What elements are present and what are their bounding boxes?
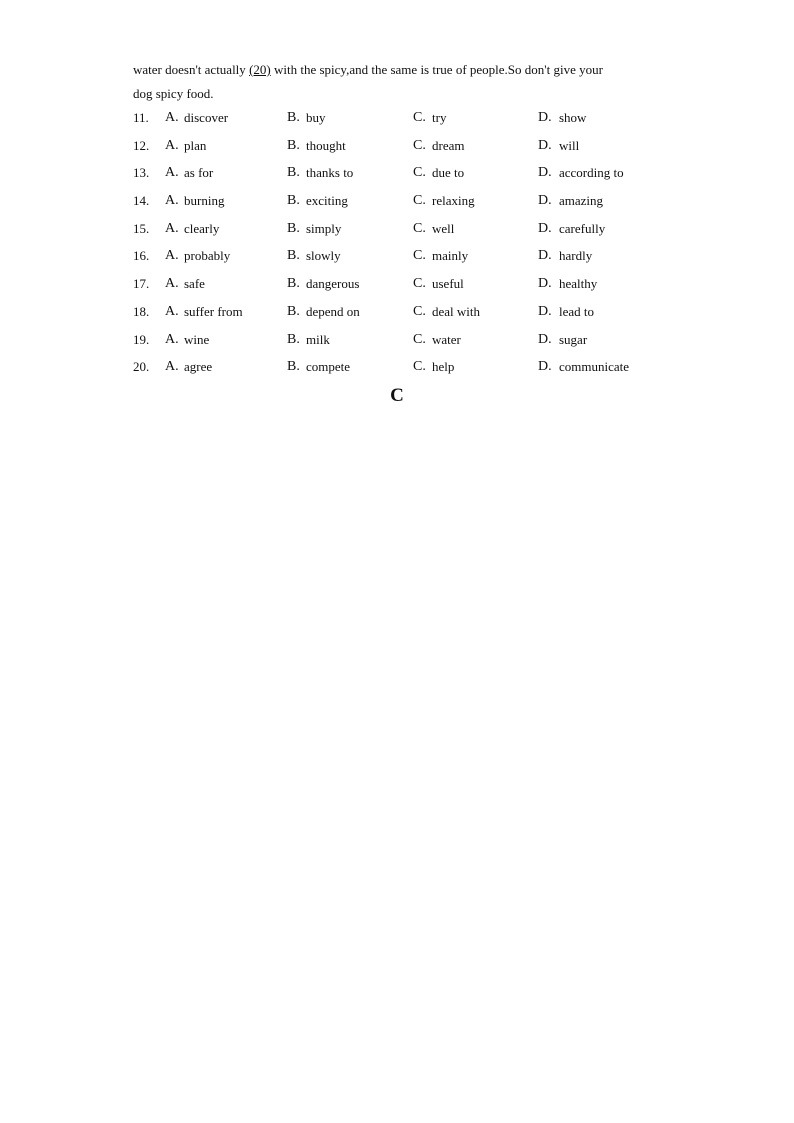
option-letter-b: B. [287,359,300,375]
question-number: 14. [133,193,150,209]
option-letter-d: D. [538,303,552,319]
question-options-list [133,108,663,385]
question-row [133,136,663,164]
option-text-a: discover [184,110,229,125]
option-text-b: slowly [306,248,341,264]
option-letter-a: A. [165,193,179,209]
option-text-c: dream [432,137,465,153]
option-letter-b: B. [287,193,300,209]
option-text-a: agree [184,359,213,375]
option-letter-c: C. [413,220,426,236]
question-row [133,108,663,136]
option-text-b: thought [306,137,346,153]
option-text-a: safe [184,276,205,292]
option-text-c: mainly [432,248,469,264]
option-text-a: plan [184,137,207,153]
option-letter-b: B. [287,220,300,236]
passage-text [133,58,653,106]
option-letter-c: C. [413,331,426,347]
question-number: 18. [133,303,150,319]
option-text-d: carefully [559,220,606,236]
question-number: 15. [133,220,150,236]
question-row [133,330,663,358]
option-letter-d: D. [538,248,552,264]
option-text-b: milk [306,331,330,347]
option-text-a: clearly [184,220,220,236]
question-row [133,163,663,191]
option-text-a: probably [184,248,231,264]
option-letter-a: A. [165,165,179,181]
option-text-b: buy [306,110,326,125]
option-letter-b: B. [287,303,300,319]
option-letter-c: C. [413,193,426,209]
option-letter-a: A. [165,276,179,292]
option-letter-a: A. [165,110,179,125]
option-letter-a: A. [165,220,179,236]
passage-line-1-start: water doesn't actually [133,62,250,77]
option-text-c: help [432,359,455,375]
option-letter-a: A. [165,359,179,375]
option-text-a: burning [184,193,225,209]
option-letter-c: C. [413,303,426,319]
blank-20: (20) [249,62,271,77]
option-text-b: depend on [306,303,360,319]
option-letter-d: D. [538,359,552,375]
option-letter-b: B. [287,331,300,347]
option-text-c: well [432,220,455,236]
option-letter-c: C. [413,248,426,264]
option-letter-b: B. [287,248,300,264]
option-letter-d: D. [538,276,552,292]
question-number: 17. [133,276,150,292]
question-row [133,191,663,219]
option-letter-b: B. [287,165,300,181]
option-letter-d: D. [538,220,552,236]
question-number: 11. [133,110,149,125]
option-text-d: healthy [559,276,598,292]
question-number: 12. [133,137,150,153]
option-text-b: thanks to [306,165,354,181]
section-heading: C [390,385,404,406]
question-row [133,302,663,330]
option-text-d: lead to [559,303,595,319]
option-letter-c: C. [413,276,426,292]
option-text-d: show [559,110,587,125]
option-letter-b: B. [287,137,300,153]
question-number: 13. [133,165,150,181]
option-text-a: suffer from [184,303,243,319]
question-row [133,357,663,385]
option-text-a: as for [184,165,214,181]
option-letter-c: C. [413,359,426,375]
option-letter-c: C. [413,165,426,181]
option-letter-d: D. [538,193,552,209]
option-letter-d: D. [538,165,552,181]
question-number: 16. [133,248,150,264]
option-text-c: water [432,331,461,347]
option-text-c: try [432,110,447,125]
option-letter-d: D. [538,137,552,153]
option-text-c: due to [432,165,465,181]
question-number: 19. [133,331,150,347]
option-text-d: hardly [559,248,593,264]
option-text-b: simply [306,220,342,236]
option-text-d: according to [559,165,624,181]
option-letter-c: C. [413,137,426,153]
option-letter-b: B. [287,110,300,125]
option-letter-a: A. [165,248,179,264]
option-letter-c: C. [413,110,426,125]
option-letter-a: A. [165,331,179,347]
option-letter-a: A. [165,303,179,319]
option-text-d: will [559,137,580,153]
option-letter-b: B. [287,276,300,292]
option-letter-d: D. [538,331,552,347]
option-text-a: wine [184,331,210,347]
passage-line-1 [133,58,653,82]
option-text-b: exciting [306,193,348,209]
option-text-d: communicate [559,359,630,375]
option-letter-d: D. [538,110,552,125]
option-text-c: deal with [432,303,481,319]
question-number: 20. [133,359,150,375]
passage-line-1-end: with the spicy,and the same is true of people.So don't give your [270,62,603,77]
option-text-d: amazing [559,193,604,209]
passage-line-2: dog spicy food. [133,86,214,101]
question-row [133,219,663,247]
question-row [133,246,663,274]
question-row [133,274,663,302]
option-text-d: sugar [559,331,588,347]
option-text-b: compete [306,359,351,375]
option-text-c: relaxing [432,193,475,209]
option-text-b: dangerous [306,276,360,292]
option-text-c: useful [432,276,464,292]
option-letter-a: A. [165,137,179,153]
